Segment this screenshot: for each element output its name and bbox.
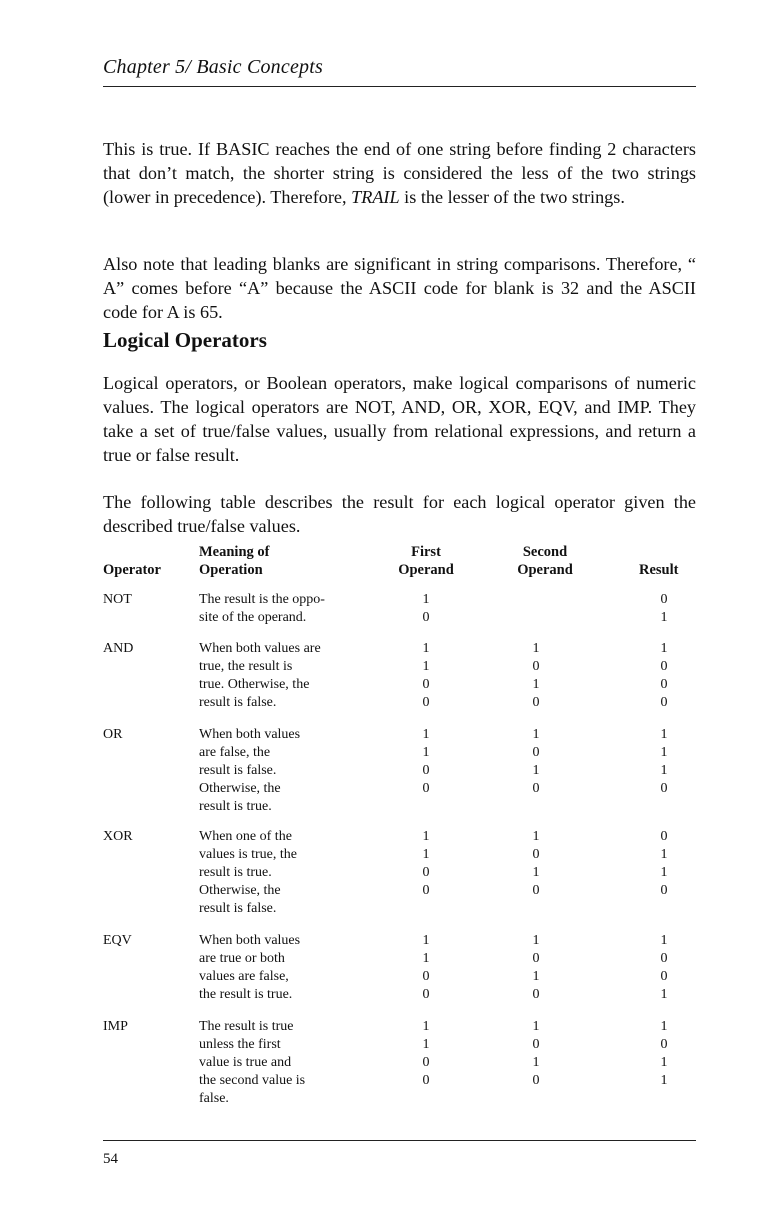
value: 1 [422,659,430,674]
value: 0 [532,1073,540,1088]
meaning-line: values is true, the [199,847,297,862]
meaning-cell [199,726,379,816]
header-meaning-line2: Operation [199,562,263,578]
value: 0 [532,659,540,674]
first-operand-cell [411,828,441,900]
meaning-line: Otherwise, the [199,781,281,796]
value [521,609,551,627]
value: 0 [422,865,430,880]
first-operand-cell [411,726,441,798]
value: 1 [532,727,540,742]
meaning-cell [199,1018,379,1108]
meaning-line: When both values [199,727,301,742]
header-rule [103,86,696,87]
value: 1 [660,641,668,656]
value: 0 [660,677,668,692]
value: 1 [660,933,668,948]
section-heading: Logical Operators [103,328,267,352]
value: 1 [422,951,430,966]
paragraph: The following table describes the result for each logical operator given the described true/false values. [103,492,696,536]
value: 1 [532,641,540,656]
value: 1 [532,969,540,984]
emphasis: TRAIL [351,187,400,207]
second-operand-cell [521,640,551,712]
value: 0 [422,677,430,692]
meaning-line: values are false, [199,969,289,984]
meaning-line: the result is true. [199,987,293,1002]
value: 1 [422,829,430,844]
value: 0 [660,1037,668,1052]
result-cell [649,1018,679,1090]
meaning-line: result is false. [199,695,277,710]
value: 1 [422,933,430,948]
value: 1 [660,1019,668,1034]
value: 1 [532,1019,540,1034]
meaning-line: When one of the [199,829,292,844]
header-meaning-line1: Meaning of [199,544,270,560]
result-cell [649,591,679,627]
value: 1 [422,1019,430,1034]
meaning-line: result is true. [199,799,272,814]
meaning-line: are false, the [199,745,271,760]
value: 1 [660,745,668,760]
value: 1 [422,727,430,742]
value: 1 [422,641,430,656]
meaning-line: the second value is [199,1073,306,1088]
operator-cell: EQV [103,933,132,948]
header-first-line2: Operand [398,562,454,578]
meaning-line: false. [199,1091,229,1106]
meaning-cell [199,640,379,712]
value: 0 [660,781,668,796]
header-first-line1: First [411,544,441,560]
value: 0 [422,1055,430,1070]
meaning-line: true, the result is [199,659,293,674]
first-operand-cell [411,591,441,627]
running-head: Chapter 5/ Basic Concepts [103,56,323,78]
value: 0 [422,763,430,778]
value: 0 [532,1037,540,1052]
value: 0 [422,610,430,625]
second-operand-cell [521,1018,551,1090]
value: 1 [532,763,540,778]
value: 1 [660,865,668,880]
meaning-line: unless the first [199,1037,281,1052]
first-operand-cell [411,932,441,1004]
result-cell [649,932,679,1004]
value: 1 [660,987,668,1002]
header-second-line2: Operand [517,562,573,578]
value: 0 [532,745,540,760]
value: 0 [660,951,668,966]
meaning-cell [199,932,379,1004]
value: 0 [660,829,668,844]
result-cell [649,828,679,900]
value: 0 [532,847,540,862]
value: 1 [660,727,668,742]
value: 1 [660,763,668,778]
value: 0 [422,781,430,796]
meaning-line: result is true. [199,865,272,880]
paragraph: Also note that leading blanks are significant in string comparisons. Therefore, “ A” comes before “A” because the ASCII code for blank is 32 and the ASCII code for A is 65. [103,254,696,322]
second-operand-cell [521,932,551,1004]
meaning-line: result is false. [199,763,277,778]
value: 1 [422,745,430,760]
operator-cell: XOR [103,829,133,844]
result-cell [649,640,679,712]
meaning-line: When both values [199,933,301,948]
second-operand-cell [521,726,551,798]
second-operand-cell [521,591,551,627]
value: 1 [532,865,540,880]
value: 0 [532,883,540,898]
value: 1 [660,1055,668,1070]
value [521,591,551,609]
value: 0 [422,695,430,710]
value: 0 [660,695,668,710]
meaning-line: result is false. [199,901,277,916]
value: 1 [532,677,540,692]
value: 0 [532,987,540,1002]
value: 1 [532,1055,540,1070]
header-operator: Operator [103,562,161,578]
paragraph: Logical operators, or Boolean operators, make logical comparisons of numeric values. The logical operators are NOT, AND, OR, XOR, EQV, and IMP. They take a set of true/false values, usually from relational expressions, and return a true or false result. [103,373,696,465]
value: 0 [422,1073,430,1088]
value: 1 [422,1037,430,1052]
meaning-line: true. Otherwise, the [199,677,310,692]
value: 0 [660,969,668,984]
page-number: 54 [103,1151,118,1167]
meaning-line: When both values are [199,641,321,656]
meaning-line: Otherwise, the [199,883,281,898]
value: 1 [532,933,540,948]
value: 0 [422,969,430,984]
value: 0 [660,592,668,607]
paragraph: This is true. If BASIC reaches the end of one string before finding 2 characters that don’t match, the shorter string is considered the less of the two strings (lower in precedence). Therefore, TRAIL is the lesser of the two strings. [103,139,696,207]
value: 1 [660,1073,668,1088]
meaning-line: The result is the oppo- [199,592,325,607]
value: 1 [422,847,430,862]
second-operand-cell [521,828,551,900]
value: 1 [532,829,540,844]
meaning-line: site of the operand. [199,610,307,625]
meaning-line: The result is true [199,1019,294,1034]
value: 0 [660,659,668,674]
meaning-cell [199,591,379,627]
value: 0 [422,883,430,898]
header-second-line1: Second [522,544,568,560]
header-result: Result [639,562,679,578]
operator-cell: NOT [103,592,132,607]
value: 1 [660,847,668,862]
first-operand-cell [411,1018,441,1090]
value: 0 [422,987,430,1002]
footer-rule [103,1140,696,1141]
value: 0 [532,695,540,710]
result-cell [649,726,679,798]
value: 0 [532,951,540,966]
operator-cell: IMP [103,1019,128,1034]
value: 0 [532,781,540,796]
operator-cell: OR [103,727,123,742]
value: 1 [422,592,430,607]
value: 0 [660,883,668,898]
first-operand-cell [411,640,441,712]
operator-cell: AND [103,641,134,656]
meaning-cell [199,828,379,918]
meaning-line: value is true and [199,1055,292,1070]
value: 1 [660,610,668,625]
meaning-line: are true or both [199,951,285,966]
